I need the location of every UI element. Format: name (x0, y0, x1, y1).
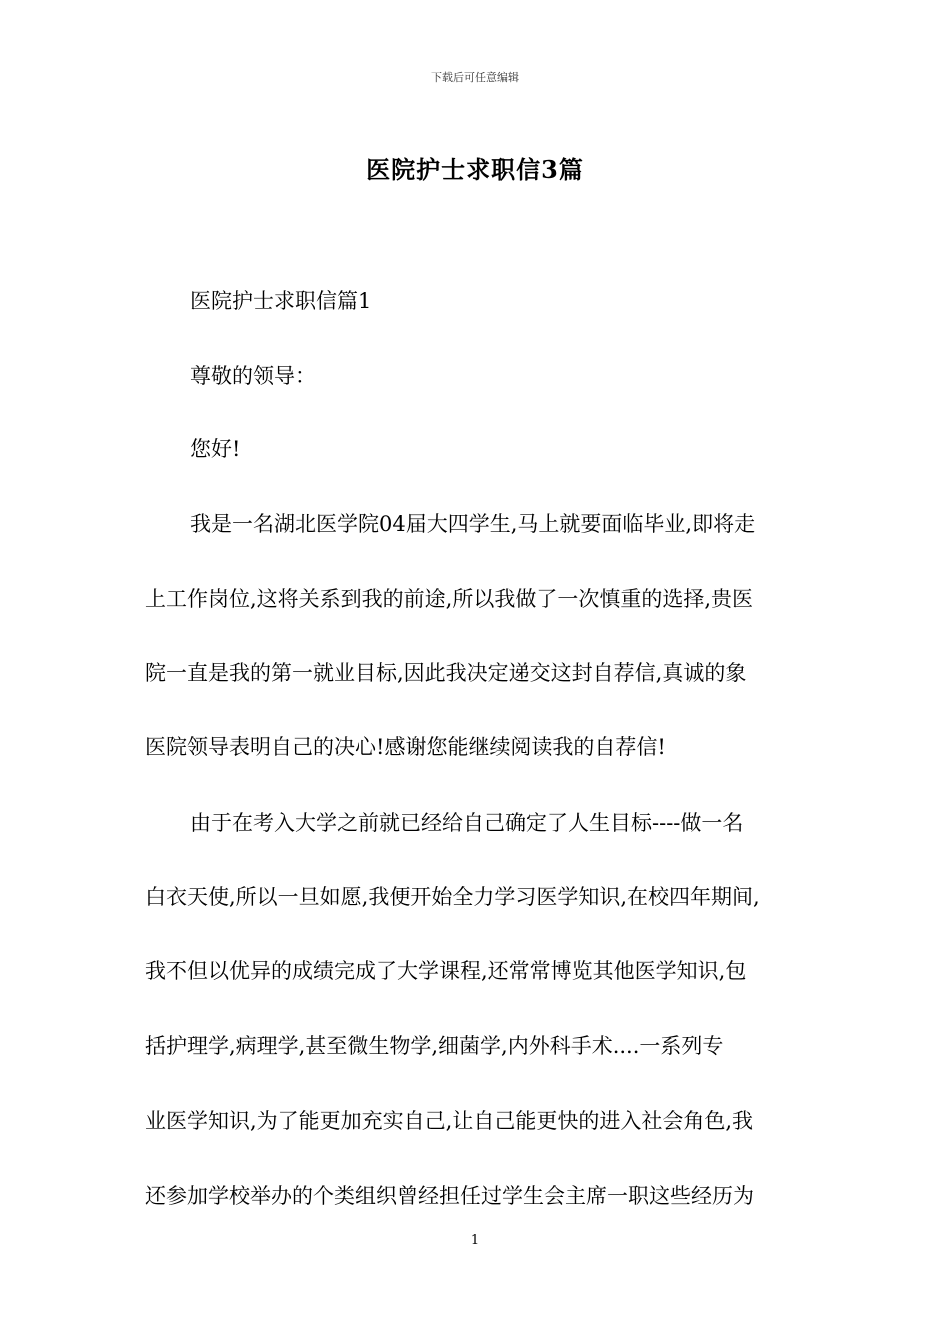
paragraph-line: 业医学知识,为了能更加充实自己,让自己能更快的进入社会角色,我 (145, 1109, 754, 1133)
paragraph-line: 医院领导表明自己的决心!感谢您能继续阅读我的自荐信! (145, 735, 666, 759)
greeting: 您好! (190, 437, 241, 461)
paragraph-line: 我是一名湖北医学院04届大四学生,马上就要面临毕业,即将走 (190, 512, 756, 536)
paragraph-line: 括护理学,病理学,甚至微生物学,细菌学,内外科手术....一系列专 (145, 1034, 724, 1058)
salutation: 尊敬的领导： (190, 364, 316, 388)
paragraph-line: 上工作岗位,这将关系到我的前途,所以我做了一次慎重的选择,贵医 (145, 587, 754, 611)
paragraph-line: 还参加学校举办的个类组织曾经担任过学生会主席一职这些经历为 (145, 1184, 754, 1208)
section-heading: 医院护士求职信篇1 (190, 289, 372, 313)
header-note: 下载后可任意编辑 (431, 71, 519, 84)
paragraph-line: 我不但以优异的成绩完成了大学课程,还常常博览其他医学知识,包 (145, 959, 747, 983)
paragraph-line: 院一直是我的第一就业目标,因此我决定递交这封自荐信,真诚的象 (145, 661, 747, 685)
paragraph-line: 由于在考入大学之前就已经给自己确定了人生目标----做一名 (190, 811, 744, 835)
paragraph-line: 白衣天使,所以一旦如愿,我便开始全力学习医学知识,在校四年期间, (145, 885, 760, 909)
document-title: 医院护士求职信3篇 (366, 155, 584, 184)
page-number: 1 (470, 1233, 480, 1248)
